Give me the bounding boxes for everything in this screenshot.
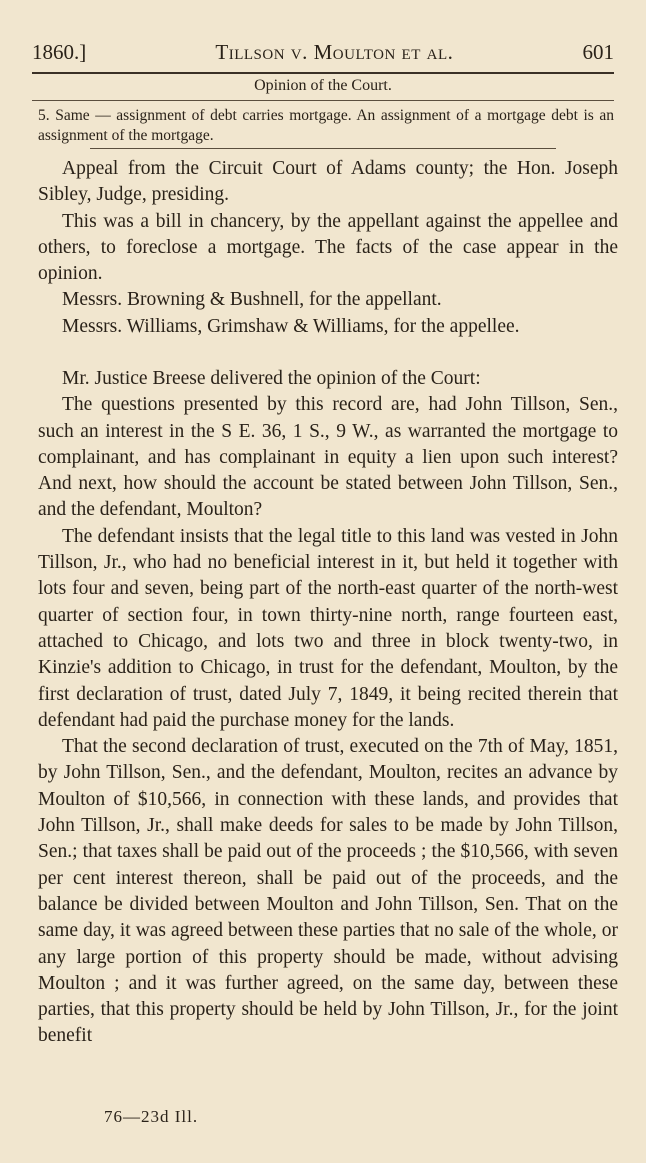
intro-counsel-appellee: Messrs. Williams, Grimshaw & Williams, for the appellee. (62, 315, 520, 337)
headnote: 5. Same — assignment of debt carries mortgage. An assignment of a mortgage debt is an assignment of the mortgage. (38, 107, 614, 144)
intro-statement: This was a bill in chancery, by the appellant against the appellee and others, to foreclose a mortgage. The facts of the case appear in the opinion. (38, 210, 618, 285)
header-title-text: Tillson v. Moulton et al. (215, 40, 454, 64)
opinion-paragraph-1: The questions presented by this record are, had John Tillson, Sen., such an interest in the S E. 36, 1 S., 9 W., as warranted the mortgage to complainant, and has complainant in equity a lien upon such interest? And next, how should the account be stated between John Tillson, Sen., and the defendant, Moulton? (38, 394, 618, 521)
headnote-rule (90, 148, 556, 149)
case-intro (38, 156, 618, 340)
intro-appeal: Appeal from the Circuit Court of Adams county; the Hon. Joseph Sibley, Judge, presiding. (38, 158, 618, 206)
opinion-delivery: Mr. Justice Breese delivered the opinion of the Court: (62, 368, 481, 389)
running-head (32, 40, 614, 65)
header-page-number: 601 (582, 40, 614, 64)
subhead-rule (32, 100, 614, 101)
header-rule (32, 72, 614, 74)
opinion-paragraph-3: That the second declaration of trust, executed on the 7th of May, 1851, by John Tillson, Sen., and the defendant, Moulton, recites an advance by Moulton of $10,566, in connection with these lands, and provides that John Tillson, Jr., shall make deeds for sales to be made by John Tillson, Sen.; that taxes shall be paid out of the proceeds ; the $10,566, with seven per cent interest thereon, shall be paid out of the proceeds, and the balance be divided between Moulton and John Tillson, Sen. That on the same day, it was agreed between these parties that no sale of the whole, or any large portion of this property should be made, without advising Moulton ; and it was further agreed, on the same day, between these parties, that this property should be held by John Tillson, Jr., for the joint benefit (38, 736, 618, 1047)
opinion-body (38, 366, 618, 1050)
header-case-title (215, 40, 453, 65)
intro-counsel-appellant: Messrs. Browning & Bushnell, for the appellant. (62, 289, 442, 311)
opinion-paragraph-2: The defendant insists that the legal title to this land was vested in John Tillson, Jr., who had no beneficial interest in it, but held it together with lots four and seven, being part of the north-east quarter of the north-west quarter of section four, in town thirty-nine north, range fourteen east, attached to Chicago, and lots two and three in block twenty-two, in Kinzie's addition to Chicago, in trust for the defendant, Moulton, by the first declaration of trust, dated July 7, 1849, it being recited therein that defendant had paid the purchase money for the lands. (38, 525, 618, 731)
header-year: 1860.] (32, 40, 87, 64)
signature-mark: 76—23d Ill. (104, 1107, 199, 1126)
section-subhead: Opinion of the Court. (254, 77, 392, 94)
